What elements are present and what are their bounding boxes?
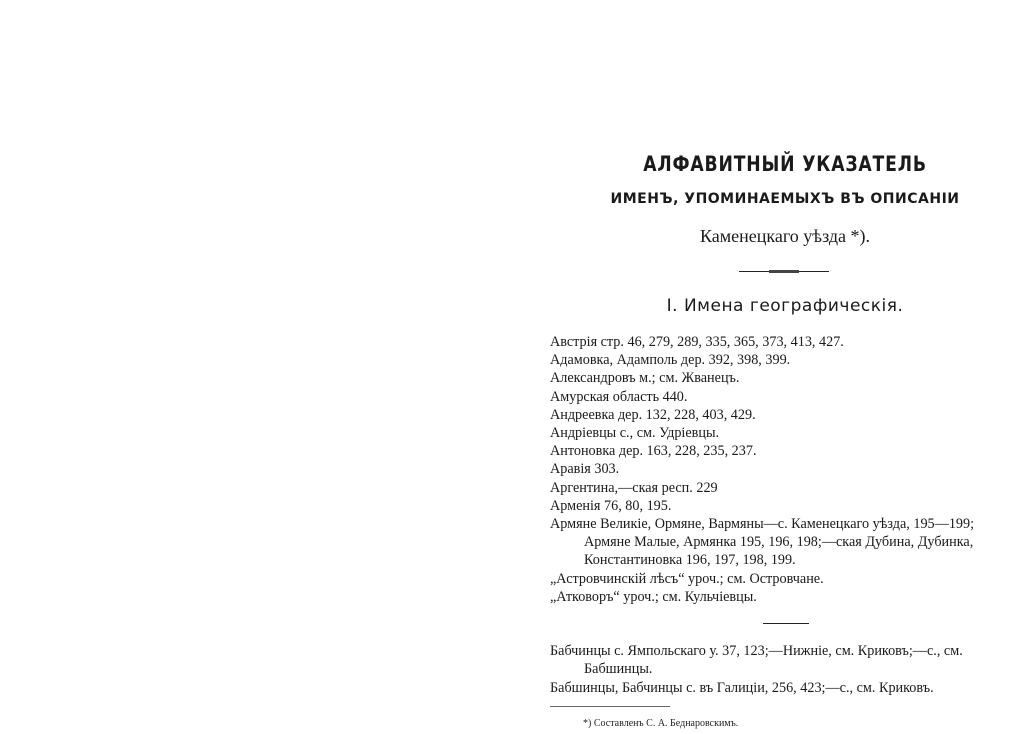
index-entry: Аргентина,—ская респ. 229 [550,479,718,496]
index-entry: „Астровчинскій лѣсъ“ уроч.; см. Островчане. [550,570,824,587]
index-entry-continuation: Константиновка 196, 197, 198, 199. [584,552,796,569]
index-entry: Андреевка дер. 132, 228, 403, 429. [550,406,756,423]
index-entry: Бабшинцы, Бабчинцы с. въ Галиціи, 256, 423;—с., см. Криковъ. [550,679,934,696]
index-entry: Амурская область 440. [550,388,688,405]
index-entry: Армяне Великіе, Ормяне, Вармяны—с. Каменецкаго уѣзда, 195—199; [550,516,975,533]
index-entries-a [550,333,1020,606]
index-entry: Андріевцы с., см. Удріевцы. [550,425,720,442]
footnote-rule [550,706,670,707]
footnote: *) Составленъ С. А. Беднаровскимъ. [583,718,739,729]
index-entry: Арменія 76, 80, 195. [550,497,672,514]
page-subtitle-district: Каменецкаго уѣзда *). [700,226,870,246]
index-entry: Австрія стр. 46, 279, 289, 335, 365, 373, 413, 427. [550,334,844,350]
index-entry: Александровъ м.; см. Жванецъ. [550,370,740,387]
index-entry: „Атковоръ“ уроч.; см. Кульчіевцы. [550,588,757,605]
index-entry-continuation: Бабшинцы. [584,661,653,678]
index-entry-continuation: Армяне Малые, Армянка 195, 196, 198;—ская Дубина, Дубинка, [584,534,974,551]
index-entry: Бабчинцы с. Ямпольскаго у. 37, 123;—Нижніе, см. Криковъ;—с., см. [550,643,963,659]
letter-separator [763,623,809,624]
index-entry: Аравія 303. [550,461,620,478]
index-entries-b [550,642,1020,697]
page-title: АЛФАВИТНЫЙ УКАЗАТЕЛЬ [643,152,927,176]
page-subtitle: ИМЕНЪ, УПОМИНАЕМЫХЪ ВЪ ОПИСАНІИ [610,191,960,207]
title-ornament-divider [739,270,829,274]
index-entry: Антоновка дер. 163, 228, 235, 237. [550,443,757,460]
index-entry: Адамовка, Адамполь дер. 392, 398, 399. [550,352,791,369]
section-heading: І. Имена географическія. [666,296,904,316]
